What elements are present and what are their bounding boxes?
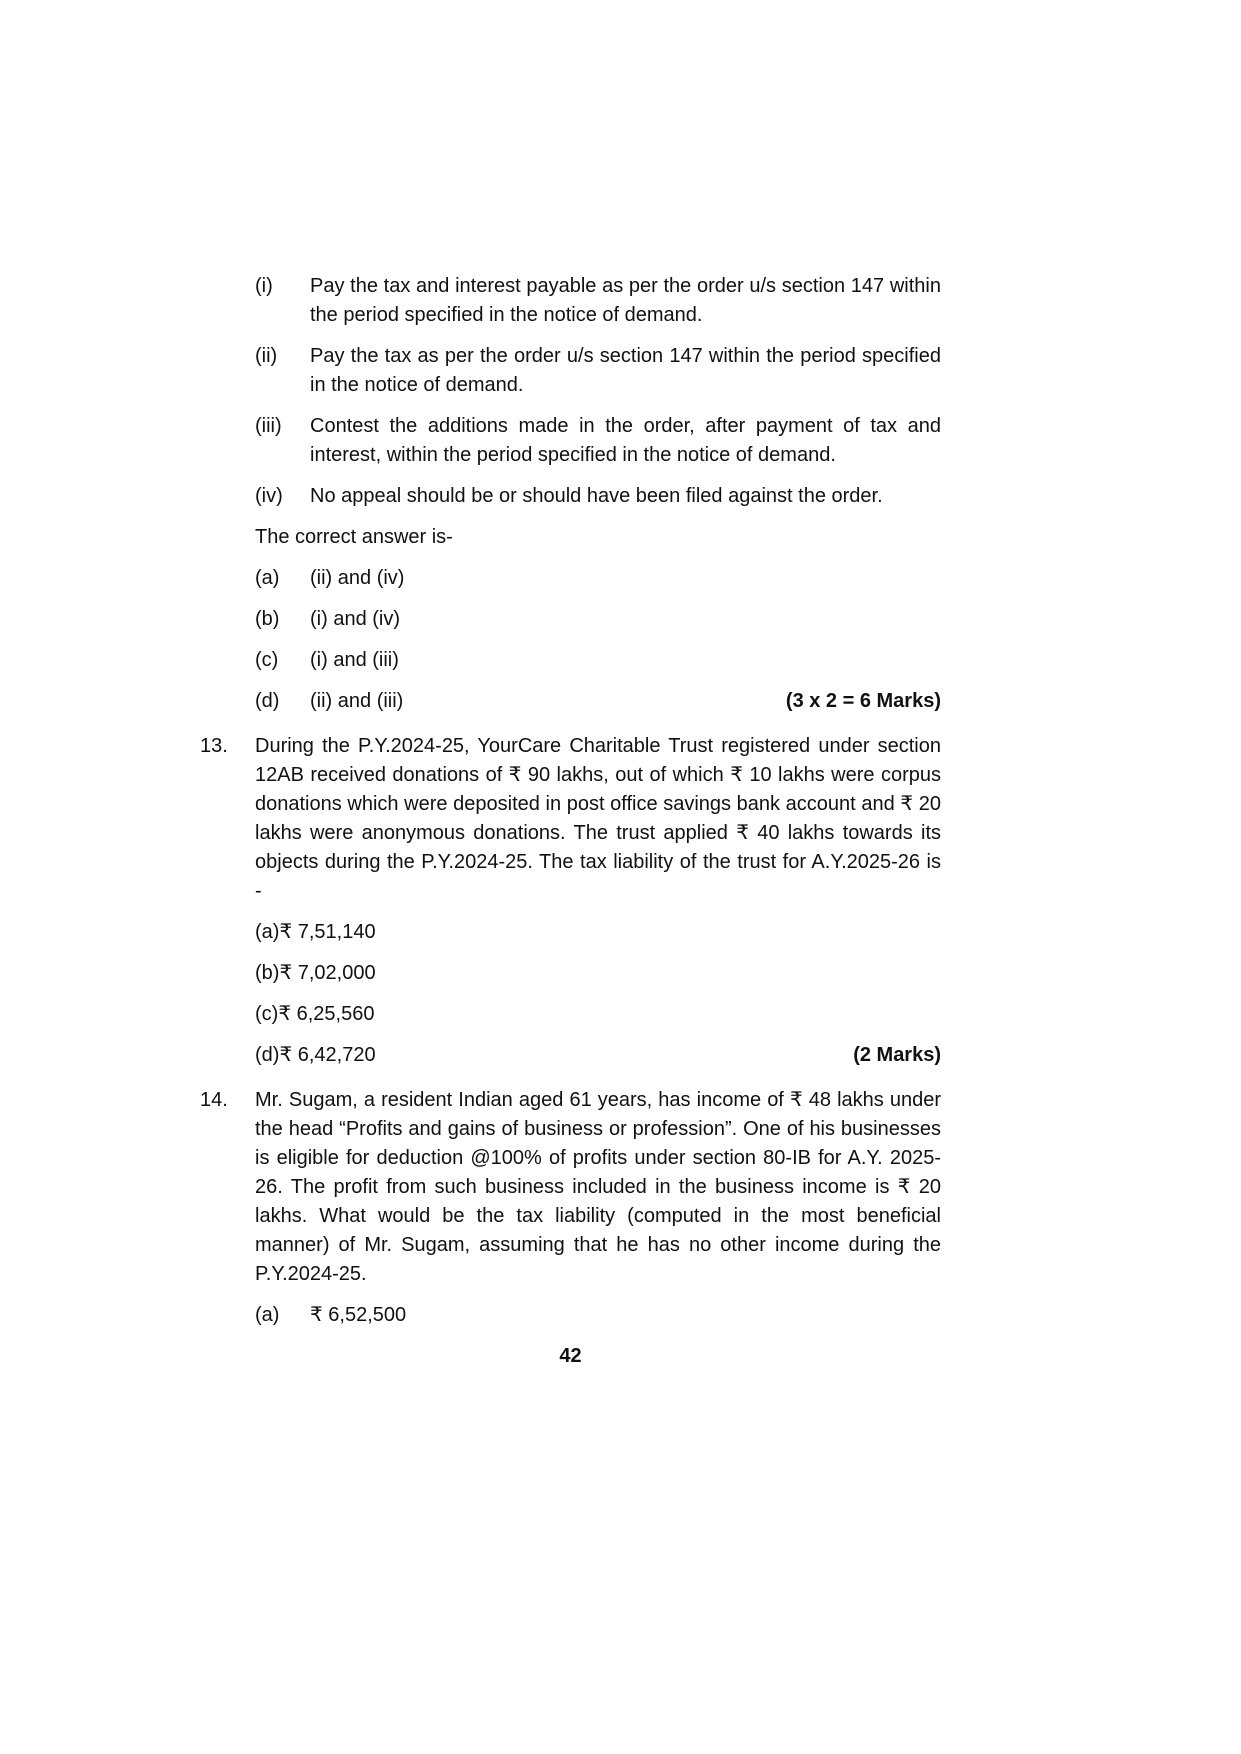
- choice-text: ₹ 7,51,140: [279, 921, 376, 943]
- choice-text: ₹ 6,52,500: [310, 1304, 407, 1326]
- statement-item: [255, 342, 941, 400]
- choice-text: (i) and (iii): [310, 649, 399, 671]
- question-text: During the P.Y.2024-25, YourCare Charitable Trust registered under section 12AB received donations of ₹ 90 lakhs, out of which ₹ 10 lakhs were corpus donations which were deposited in post office savings bank account and ₹ 20 lakhs were anonymous donations. The trust applied ₹ 40 lakhs towards its objects during the P.Y.2024-25. The tax liability of the trust for A.Y.2025-26 is -: [255, 735, 941, 902]
- marks-label: (3 x 2 = 6 Marks): [785, 690, 941, 712]
- choice-text: ₹ 7,02,000: [279, 962, 376, 984]
- choice-item: [255, 564, 941, 593]
- choice-item: [255, 687, 941, 716]
- statement-item: [255, 272, 941, 330]
- question-14: [200, 1086, 941, 1289]
- marks-label: (2 Marks): [853, 1044, 941, 1066]
- question-text: Mr. Sugam, a resident Indian aged 61 years, has income of ₹ 48 lakhs under the head “Profits and gains of business or profession”. One of his businesses is eligible for deduction @100% of profits under section 80-IB for A.Y. 2025-26. The profit from such business included in the business income is ₹ 20 lakhs. What would be the tax liability (computed in the most beneficial manner) of Mr. Sugam, assuming that he has no other income during the P.Y.2024-25.: [255, 1089, 941, 1285]
- choice-text: (ii) and (iii): [310, 690, 404, 712]
- choice-label: (b): [255, 608, 280, 630]
- choice-label: (d): [255, 1044, 280, 1066]
- choice-item: [255, 1000, 941, 1029]
- choice-label: (c): [255, 649, 279, 671]
- question-13: [200, 732, 941, 906]
- statement-label: (iii): [255, 415, 282, 437]
- choice-item: [255, 605, 941, 634]
- statement-label: (iv): [255, 485, 283, 507]
- choice-label: (c): [255, 1003, 279, 1025]
- answer-prompt: The correct answer is-: [255, 526, 453, 548]
- choice-item: [255, 959, 941, 988]
- choice-text: ₹ 6,25,560: [278, 1003, 375, 1025]
- choice-item: [255, 1041, 941, 1070]
- choice-label: (b): [255, 962, 280, 984]
- statement-text: Pay the tax as per the order u/s section 147 within the period specified in the notice of demand.: [310, 345, 941, 396]
- choice-text: (i) and (iv): [310, 608, 401, 630]
- choice-text: ₹ 6,42,720: [279, 1044, 376, 1066]
- question-number: 13.: [200, 735, 228, 757]
- choice-label: (a): [255, 921, 280, 943]
- choice-label: (d): [255, 690, 280, 712]
- statement-text: Pay the tax and interest payable as per the order u/s section 147 within the period specified in the notice of demand.: [310, 275, 941, 326]
- statement-text: No appeal should be or should have been filed against the order.: [310, 485, 883, 507]
- page-content: [200, 272, 941, 1342]
- choice-label: (a): [255, 1304, 280, 1326]
- choice-item: [255, 1301, 941, 1330]
- choice-label: (a): [255, 567, 280, 589]
- choice-item: [255, 918, 941, 947]
- statement-text: Contest the additions made in the order, after payment of tax and interest, within the period specified in the notice of demand.: [310, 415, 941, 466]
- statement-label: (ii): [255, 345, 278, 367]
- page-number: 42: [559, 1345, 582, 1367]
- choice-text: (ii) and (iv): [310, 567, 405, 589]
- statement-item: [255, 412, 941, 470]
- choice-item: [255, 646, 941, 675]
- question-number: 14.: [200, 1089, 228, 1111]
- statement-label: (i): [255, 275, 273, 297]
- statement-item: [255, 482, 941, 511]
